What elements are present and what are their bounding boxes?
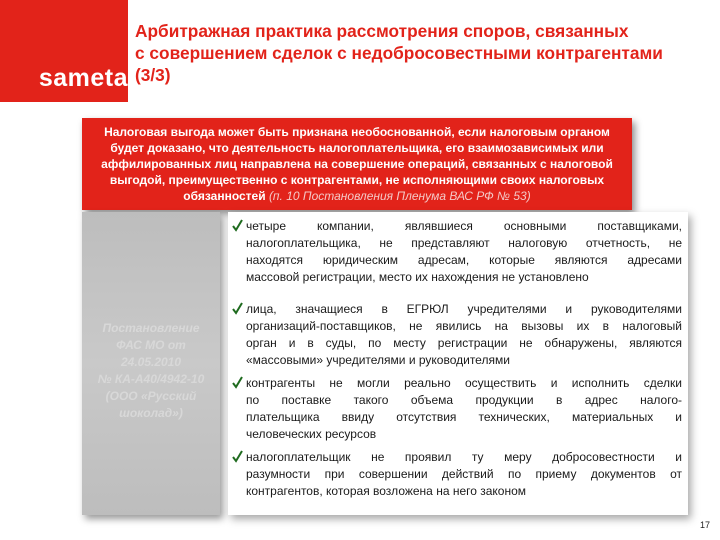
finding-line: налогоплательщик не проявил ту меру добросовестности и [246,450,682,464]
checkmark-icon [232,219,243,232]
title-line-2: с совершением сделок с недобросовестными контрагентами [135,43,663,63]
checkmark-icon [232,450,243,463]
finding-line: организаций-поставщиков, не явились на вызовы их в налоговый [246,319,682,333]
slide-title [135,20,710,86]
finding-line: орган и в суды, по месту регистрации не обнаружены, являются [246,336,682,350]
title-line-1: Арбитражная практика рассмотрения споров, связанных [135,21,629,41]
page-number: 17 [699,520,710,530]
finding-line: налогоплательщика, не представляют налоговую отчетность, не [246,236,682,250]
finding-line: разумности при совершении действий по приему документов от [246,467,682,481]
finding-line: «массовыми» учредителями и руководителями [246,353,510,367]
case-line: № КА-А40/4942-10 [97,372,205,386]
company-logo: sameta [38,64,128,92]
finding-line: находятся юридическим адресам, которые являются адресами [246,253,682,267]
case-line: Постановление [102,321,200,335]
statement-last-word: обязанностей [183,189,266,203]
key-statement-text [86,124,628,204]
statement-line: выгодой, преимущественно с контрагентами, не исполняющими своих налоговых [109,173,605,187]
finding-item [232,218,682,286]
finding-line: массовой регистрации, место их нахождения не установлено [246,270,589,284]
finding-line: по поставке такого объема продукции в адрес налого- [246,393,682,407]
statement-line: будет доказано, что деятельность налогоплательщика, его взаимозависимых или [110,141,604,155]
finding-item [232,375,682,443]
finding-line: четыре компании, являвшиеся основными поставщиками, [246,219,682,233]
statement-line: аффилированных лиц направлена на совершение операций, связанных с налоговой [101,157,613,171]
statement-line: Налоговая выгода может быть признана необоснованной, если налоговым органом [104,125,610,139]
checkmark-icon [232,302,243,315]
case-line: (ООО «Русский [105,389,197,403]
finding-line: контрагенты не могли реально осуществить и исполнить сделки [246,376,682,390]
case-line: шоколад») [119,406,183,420]
finding-item [232,449,682,500]
case-citation-text [86,320,216,422]
finding-line: плательщика ввиду отсутствия технических, материальных и [246,410,682,424]
finding-item [232,301,682,369]
finding-line: человеческих ресурсов [246,427,377,441]
finding-line: контрагентов, которая возложена на него законом [246,484,527,498]
logo-block [0,0,128,102]
checkmark-icon [232,376,243,389]
finding-line: лица, значащиеся в ЕГРЮЛ учредителями и руководителями [246,302,682,316]
case-line: 24.05.2010 [120,355,182,369]
statement-reference: (п. 10 Постановления Пленума ВАС РФ № 53) [268,189,531,203]
case-line: ФАС МО от [116,338,186,352]
title-line-3: (3/3) [135,65,171,85]
statement-line-last [86,188,628,204]
